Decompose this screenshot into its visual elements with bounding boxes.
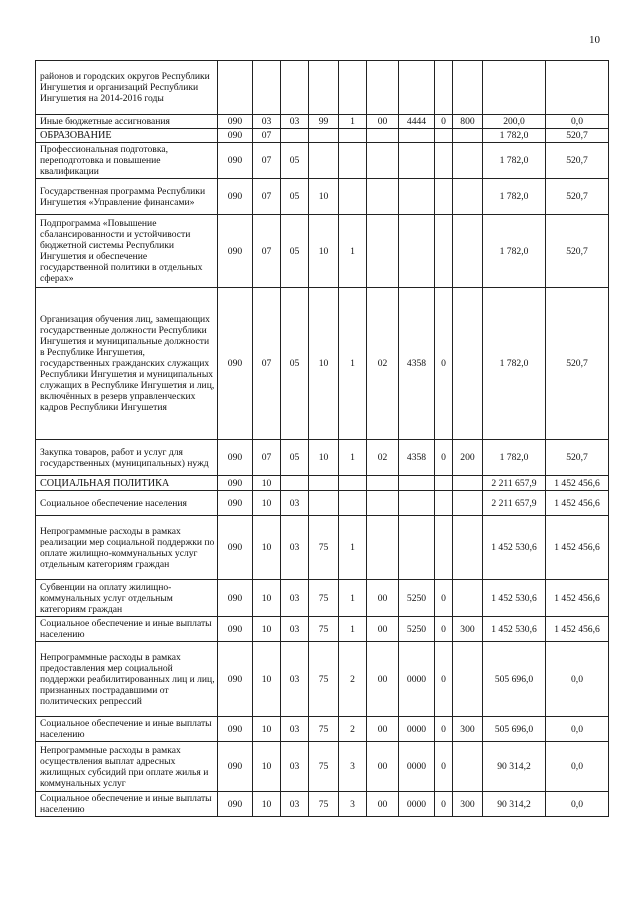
- row-name: Непрограммные расходы в рамках предоставления мер социальной поддержки реабилитированных лиц и лиц, признанных пострадавшими от политических репрессий: [36, 642, 218, 717]
- direction-code: [399, 491, 435, 516]
- event-code: 00: [367, 617, 399, 642]
- event-code: 00: [367, 792, 399, 817]
- amount-plan: 1 452 530,6: [483, 617, 546, 642]
- extra-code: 0: [435, 288, 453, 440]
- ministry-code: 090: [218, 580, 253, 617]
- subprogram-code: 1: [339, 215, 367, 288]
- ministry-code: [218, 61, 253, 115]
- amount-actual: 1 452 456,6: [546, 476, 609, 491]
- subprogram-code: 1: [339, 288, 367, 440]
- ministry-code: 090: [218, 617, 253, 642]
- subprogram-code: 1: [339, 440, 367, 476]
- amount-plan: [483, 61, 546, 115]
- subprogram-code: [339, 476, 367, 491]
- amount-actual: 0,0: [546, 742, 609, 792]
- direction-code: 4358: [399, 288, 435, 440]
- amount-plan: 1 452 530,6: [483, 516, 546, 580]
- row-name: Социальное обеспечение и иные выплаты населению: [36, 792, 218, 817]
- program-code: 75: [309, 742, 339, 792]
- direction-code: [399, 179, 435, 215]
- section-code: 07: [253, 179, 281, 215]
- expense-type-code: [453, 516, 483, 580]
- row-name: Государственная программа Республики Ингушетия «Управление финансами»: [36, 179, 218, 215]
- table-row: [36, 61, 609, 115]
- ministry-code: 090: [218, 491, 253, 516]
- event-code: [367, 476, 399, 491]
- subsection-code: [281, 476, 309, 491]
- ministry-code: 090: [218, 717, 253, 742]
- subsection-code: 03: [281, 717, 309, 742]
- subprogram-code: 2: [339, 642, 367, 717]
- ministry-code: 090: [218, 115, 253, 129]
- direction-code: 5250: [399, 617, 435, 642]
- direction-code: 4444: [399, 115, 435, 129]
- program-code: [309, 129, 339, 143]
- direction-code: 0000: [399, 742, 435, 792]
- ministry-code: 090: [218, 440, 253, 476]
- expense-type-code: 800: [453, 115, 483, 129]
- table-row: [36, 792, 609, 817]
- event-code: [367, 143, 399, 179]
- subsection-code: 05: [281, 288, 309, 440]
- section-code: 07: [253, 288, 281, 440]
- ministry-code: 090: [218, 516, 253, 580]
- extra-code: 0: [435, 440, 453, 476]
- expense-type-code: [453, 61, 483, 115]
- amount-actual: 520,7: [546, 179, 609, 215]
- direction-code: [399, 516, 435, 580]
- ministry-code: 090: [218, 476, 253, 491]
- program-code: 99: [309, 115, 339, 129]
- amount-actual: 520,7: [546, 288, 609, 440]
- amount-plan: 90 314,2: [483, 742, 546, 792]
- amount-actual: 520,7: [546, 143, 609, 179]
- extra-code: [435, 215, 453, 288]
- expense-type-code: 300: [453, 792, 483, 817]
- subsection-code: [281, 61, 309, 115]
- direction-code: 5250: [399, 580, 435, 617]
- direction-code: [399, 143, 435, 179]
- event-code: [367, 129, 399, 143]
- row-name: Закупка товаров, работ и услуг для государственных (муниципальных) нужд: [36, 440, 218, 476]
- extra-code: 0: [435, 617, 453, 642]
- amount-actual: [546, 61, 609, 115]
- table-body: [36, 61, 609, 817]
- section-code: 07: [253, 143, 281, 179]
- extra-code: [435, 491, 453, 516]
- ministry-code: 090: [218, 215, 253, 288]
- event-code: [367, 491, 399, 516]
- direction-code: [399, 476, 435, 491]
- section-code: [253, 61, 281, 115]
- table-row: [36, 717, 609, 742]
- amount-actual: 520,7: [546, 129, 609, 143]
- event-code: [367, 215, 399, 288]
- amount-actual: 1 452 456,6: [546, 491, 609, 516]
- extra-code: 0: [435, 792, 453, 817]
- row-name: Профессиональная подготовка, переподготовка и повышение квалификации: [36, 143, 218, 179]
- row-name: Подпрограмма «Повышение сбалансированности и устойчивости бюджетной системы Республики Ингушетия и обеспечение государственной политики в отдельных сферах»: [36, 215, 218, 288]
- subprogram-code: 3: [339, 742, 367, 792]
- amount-plan: 1 782,0: [483, 129, 546, 143]
- subsection-code: [281, 129, 309, 143]
- amount-plan: 200,0: [483, 115, 546, 129]
- ministry-code: 090: [218, 642, 253, 717]
- section-code: 10: [253, 717, 281, 742]
- subprogram-code: [339, 179, 367, 215]
- program-code: 10: [309, 179, 339, 215]
- ministry-code: 090: [218, 792, 253, 817]
- direction-code: 0000: [399, 717, 435, 742]
- program-code: 75: [309, 642, 339, 717]
- event-code: [367, 516, 399, 580]
- extra-code: 0: [435, 115, 453, 129]
- event-code: 00: [367, 717, 399, 742]
- amount-actual: 520,7: [546, 440, 609, 476]
- expense-type-code: [453, 580, 483, 617]
- extra-code: 0: [435, 642, 453, 717]
- table-row: [36, 491, 609, 516]
- direction-code: 4358: [399, 440, 435, 476]
- direction-code: 0000: [399, 642, 435, 717]
- table-row: [36, 476, 609, 491]
- event-code: 00: [367, 742, 399, 792]
- expense-type-code: [453, 129, 483, 143]
- subsection-code: 03: [281, 516, 309, 580]
- row-name: Социальное обеспечение населения: [36, 491, 218, 516]
- table-row: [36, 179, 609, 215]
- event-code: 00: [367, 115, 399, 129]
- ministry-code: 090: [218, 288, 253, 440]
- program-code: 75: [309, 580, 339, 617]
- section-code: 10: [253, 516, 281, 580]
- section-code: 10: [253, 792, 281, 817]
- subsection-code: 03: [281, 792, 309, 817]
- amount-plan: 1 452 530,6: [483, 580, 546, 617]
- table-row: [36, 115, 609, 129]
- subsection-code: 03: [281, 742, 309, 792]
- expense-type-code: [453, 476, 483, 491]
- expense-type-code: 200: [453, 440, 483, 476]
- subsection-code: 05: [281, 143, 309, 179]
- expense-type-code: 300: [453, 717, 483, 742]
- amount-plan: 1 782,0: [483, 143, 546, 179]
- row-name: Иные бюджетные ассигнования: [36, 115, 218, 129]
- section-code: 10: [253, 617, 281, 642]
- amount-plan: 505 696,0: [483, 717, 546, 742]
- amount-plan: 90 314,2: [483, 792, 546, 817]
- amount-actual: 0,0: [546, 717, 609, 742]
- program-code: [309, 143, 339, 179]
- extra-code: [435, 143, 453, 179]
- section-code: 03: [253, 115, 281, 129]
- direction-code: [399, 215, 435, 288]
- program-code: 75: [309, 792, 339, 817]
- subsection-code: 05: [281, 440, 309, 476]
- program-code: [309, 61, 339, 115]
- subprogram-code: [339, 491, 367, 516]
- amount-plan: 2 211 657,9: [483, 491, 546, 516]
- subprogram-code: [339, 61, 367, 115]
- expense-type-code: [453, 491, 483, 516]
- section-code: 10: [253, 476, 281, 491]
- subsection-code: 03: [281, 491, 309, 516]
- table-row: [36, 516, 609, 580]
- direction-code: 0000: [399, 792, 435, 817]
- row-name: Организация обучения лиц, замещающих государственные должности Республики Ингушетия и муниципальные должности в Республике Ингушетия, государственных гражданских служащих Республики Ингушетия и муниципальных служащих в Республике Ингушетия и лиц, включённых в резерв управленческих кадров Республики Ингушетия: [36, 288, 218, 440]
- expense-type-code: 300: [453, 617, 483, 642]
- expense-type-code: [453, 288, 483, 440]
- subprogram-code: 1: [339, 115, 367, 129]
- row-name: Непрограммные расходы в рамках реализации мер социальной поддержки по оплате жилищно-коммунальных услуг отдельным категориям граждан: [36, 516, 218, 580]
- expense-type-code: [453, 143, 483, 179]
- amount-plan: 1 782,0: [483, 179, 546, 215]
- program-code: 75: [309, 617, 339, 642]
- table-row: [36, 642, 609, 717]
- program-code: [309, 476, 339, 491]
- direction-code: [399, 61, 435, 115]
- subsection-code: 03: [281, 580, 309, 617]
- ministry-code: 090: [218, 742, 253, 792]
- table-row: [36, 440, 609, 476]
- extra-code: [435, 61, 453, 115]
- amount-actual: 1 452 456,6: [546, 580, 609, 617]
- subsection-code: 05: [281, 215, 309, 288]
- program-code: 10: [309, 440, 339, 476]
- extra-code: [435, 516, 453, 580]
- section-code: 07: [253, 440, 281, 476]
- extra-code: 0: [435, 717, 453, 742]
- amount-plan: 1 782,0: [483, 215, 546, 288]
- event-code: 02: [367, 440, 399, 476]
- section-code: 07: [253, 129, 281, 143]
- table-row: [36, 580, 609, 617]
- extra-code: 0: [435, 580, 453, 617]
- extra-code: [435, 476, 453, 491]
- amount-actual: 520,7: [546, 215, 609, 288]
- extra-code: [435, 179, 453, 215]
- row-name: Непрограммные расходы в рамках осуществления выплат адресных жилищных субсидий при оплате жилья и коммунальных услуг: [36, 742, 218, 792]
- program-code: 75: [309, 717, 339, 742]
- table-row: [36, 143, 609, 179]
- budget-table: [35, 60, 609, 817]
- table-row: [36, 617, 609, 642]
- subprogram-code: 1: [339, 617, 367, 642]
- program-code: [309, 491, 339, 516]
- row-name: районов и городских округов Республики Ингушетия и организаций Республики Ингушетия на 2014-2016 годы: [36, 61, 218, 115]
- subprogram-code: [339, 143, 367, 179]
- section-code: 07: [253, 215, 281, 288]
- ministry-code: 090: [218, 129, 253, 143]
- expense-type-code: [453, 642, 483, 717]
- row-name: ОБРАЗОВАНИЕ: [36, 129, 218, 143]
- amount-actual: 0,0: [546, 115, 609, 129]
- ministry-code: 090: [218, 179, 253, 215]
- page-number: 10: [589, 34, 600, 46]
- section-code: 10: [253, 491, 281, 516]
- event-code: 00: [367, 580, 399, 617]
- event-code: 02: [367, 288, 399, 440]
- subprogram-code: 2: [339, 717, 367, 742]
- program-code: 10: [309, 215, 339, 288]
- amount-actual: 0,0: [546, 642, 609, 717]
- extra-code: 0: [435, 742, 453, 792]
- table-row: [36, 742, 609, 792]
- ministry-code: 090: [218, 143, 253, 179]
- program-code: 10: [309, 288, 339, 440]
- subprogram-code: 1: [339, 516, 367, 580]
- row-name: Социальное обеспечение и иные выплаты населению: [36, 717, 218, 742]
- direction-code: [399, 129, 435, 143]
- amount-plan: 2 211 657,9: [483, 476, 546, 491]
- extra-code: [435, 129, 453, 143]
- expense-type-code: [453, 179, 483, 215]
- table-row: [36, 288, 609, 440]
- event-code: [367, 179, 399, 215]
- program-code: 75: [309, 516, 339, 580]
- subprogram-code: 1: [339, 580, 367, 617]
- table-row: [36, 129, 609, 143]
- table-row: [36, 215, 609, 288]
- subsection-code: 03: [281, 642, 309, 717]
- row-name: СОЦИАЛЬНАЯ ПОЛИТИКА: [36, 476, 218, 491]
- section-code: 10: [253, 642, 281, 717]
- row-name: Социальное обеспечение и иные выплаты населению: [36, 617, 218, 642]
- event-code: 00: [367, 642, 399, 717]
- subsection-code: 05: [281, 179, 309, 215]
- subprogram-code: [339, 129, 367, 143]
- expense-type-code: [453, 742, 483, 792]
- subprogram-code: 3: [339, 792, 367, 817]
- amount-actual: 1 452 456,6: [546, 516, 609, 580]
- amount-plan: 1 782,0: [483, 440, 546, 476]
- amount-plan: 505 696,0: [483, 642, 546, 717]
- section-code: 10: [253, 580, 281, 617]
- row-name: Субвенции на оплату жилищно-коммунальных услуг отдельным категориям граждан: [36, 580, 218, 617]
- event-code: [367, 61, 399, 115]
- section-code: 10: [253, 742, 281, 792]
- subsection-code: 03: [281, 617, 309, 642]
- amount-actual: 0,0: [546, 792, 609, 817]
- expense-type-code: [453, 215, 483, 288]
- amount-plan: 1 782,0: [483, 288, 546, 440]
- subsection-code: 03: [281, 115, 309, 129]
- amount-actual: 1 452 456,6: [546, 617, 609, 642]
